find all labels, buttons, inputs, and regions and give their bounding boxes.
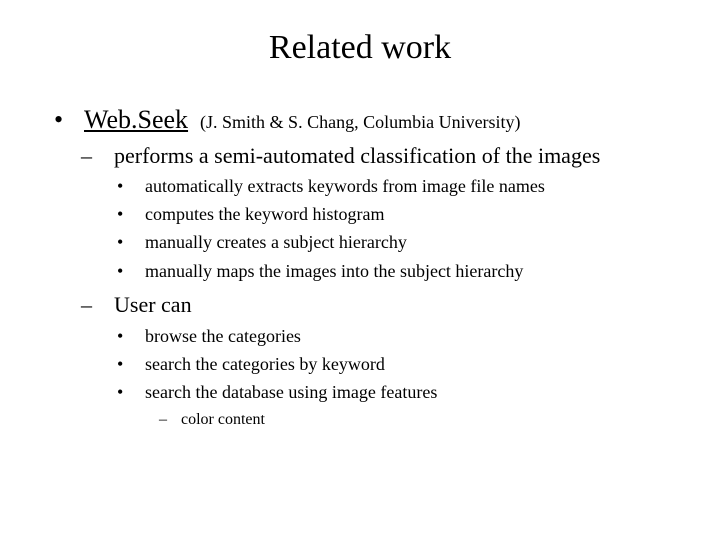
bullet-marker: • — [117, 382, 124, 402]
dash-marker: – — [81, 292, 92, 317]
sub-list-item-text: color content — [181, 411, 265, 428]
list-item — [117, 353, 385, 375]
list-item — [117, 325, 301, 347]
list-item-text: manually creates a subject hierarchy — [145, 232, 407, 252]
list-item-text: search the database using image features — [145, 382, 438, 402]
bullet-marker: • — [54, 105, 64, 134]
dash-marker: – — [159, 411, 167, 428]
main-bullet-item — [54, 105, 521, 137]
section-heading-text: User can — [114, 292, 192, 317]
webseek-label: Web.Seek — [84, 105, 189, 134]
section-heading-text: performs a semi-automated classification of the images — [114, 143, 601, 168]
list-item-text: manually maps the images into the subject hierarchy — [145, 261, 524, 281]
list-item — [117, 381, 438, 403]
bullet-marker: • — [117, 176, 124, 196]
list-item — [117, 203, 385, 225]
bullet-marker: • — [117, 232, 124, 252]
list-item-text: automatically extracts keywords from image file names — [145, 176, 545, 196]
sub-list-item — [159, 410, 265, 430]
dash-marker: – — [81, 143, 92, 168]
list-item — [117, 175, 545, 197]
list-item-text: browse the categories — [145, 326, 301, 346]
section-heading-classification — [81, 143, 601, 169]
attribution-text: (J. Smith & S. Chang, Columbia University) — [200, 112, 521, 132]
list-item-text: computes the keyword histogram — [145, 204, 385, 224]
list-item-text: search the categories by keyword — [145, 354, 385, 374]
slide-title: Related work — [268, 29, 452, 66]
bullet-marker: • — [117, 354, 124, 374]
section-heading-user-can — [81, 292, 192, 318]
bullet-marker: • — [117, 261, 124, 281]
bullet-marker: • — [117, 326, 124, 346]
bullet-marker: • — [117, 204, 124, 224]
list-item — [117, 260, 524, 282]
list-item — [117, 231, 407, 253]
